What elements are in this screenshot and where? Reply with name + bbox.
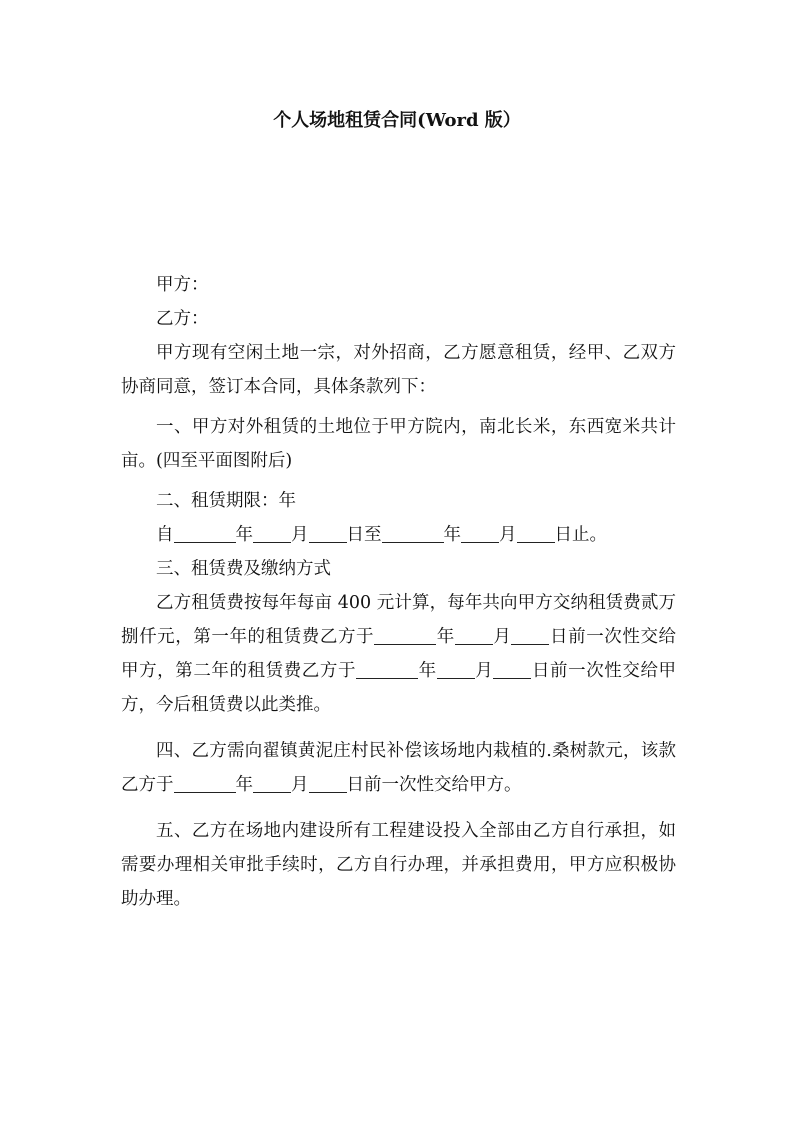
clause-4-text: 四、乙方需向翟镇黄泥庄村民补偿该场地内栽植的.桑树款元，该款乙方于 bbox=[121, 741, 676, 795]
end-month-blank bbox=[461, 522, 499, 543]
party-b-line: 乙方： bbox=[156, 309, 209, 329]
period-day-to: 日至 bbox=[346, 525, 382, 545]
document-body bbox=[121, 268, 676, 922]
fee-year-2: 年 bbox=[418, 661, 437, 681]
fee-paragraph bbox=[121, 586, 676, 722]
clause-4-month-blank bbox=[253, 772, 291, 793]
clause-1: 一、甲方对外租赁的土地位于甲方院内，南北长米，东西宽米共计亩。(四至平面图附后) bbox=[121, 417, 676, 471]
clause-4-year: 年 bbox=[235, 775, 253, 795]
start-month-blank bbox=[253, 522, 291, 543]
intro-paragraph: 甲方现有空闲土地一宗，对外招商，乙方愿意租赁，经甲、乙双方协商同意，签订本合同，具体条款列下： bbox=[121, 343, 676, 397]
fee-month-blank-1 bbox=[455, 624, 493, 645]
clause-4 bbox=[121, 734, 676, 802]
lease-period-line bbox=[121, 518, 676, 552]
document-title: 个人场地租赁合同(Word 版） bbox=[273, 110, 521, 131]
clause-3-title: 三、租赁费及缴纳方式 bbox=[156, 559, 331, 579]
fee-year-blank-2 bbox=[356, 658, 418, 679]
period-year-2: 年 bbox=[443, 525, 461, 545]
party-a-line: 甲方： bbox=[156, 275, 209, 295]
fee-month-2: 月 bbox=[474, 661, 494, 681]
clause-5: 五、乙方在场地内建设所有工程建设投入全部由乙方自行承担，如需要办理相关审批手续时，乙方自行办理，并承担费用，甲方应积极协助办理。 bbox=[121, 821, 676, 909]
fee-day-blank-1 bbox=[511, 624, 549, 645]
fee-year-blank-1 bbox=[374, 624, 436, 645]
start-day-blank bbox=[309, 522, 347, 543]
fee-year-1: 年 bbox=[436, 627, 455, 647]
fee-day-blank-2 bbox=[493, 658, 531, 679]
end-year-blank bbox=[382, 522, 444, 543]
fee-text-3: 日前一次性交给甲方，今后租赁费以此类推。 bbox=[121, 661, 677, 715]
fee-month-blank-2 bbox=[437, 658, 475, 679]
fee-month-1: 月 bbox=[492, 627, 512, 647]
fee-text-2: 日前一次性交给甲方，第二年的租赁费乙方于 bbox=[121, 627, 677, 681]
clause-4-month: 月 bbox=[291, 775, 309, 795]
period-year-1: 年 bbox=[235, 525, 253, 545]
period-from: 自 bbox=[156, 525, 174, 545]
period-month-1: 月 bbox=[291, 525, 309, 545]
clause-2-title: 二、租赁期限：年 bbox=[156, 491, 296, 511]
start-year-blank bbox=[174, 522, 236, 543]
end-day-blank bbox=[517, 522, 555, 543]
period-day-end: 日止。 bbox=[554, 525, 607, 545]
period-month-2: 月 bbox=[499, 525, 517, 545]
fee-text-1: 乙方租赁费按每年每亩 400 元计算，每年共向甲方交纳租赁费贰万捌仟元，第一年的租赁费乙方于 bbox=[121, 593, 676, 647]
clause-4-day-blank bbox=[309, 772, 347, 793]
clause-4-end: 日前一次性交给甲方。 bbox=[346, 775, 522, 795]
clause-4-year-blank bbox=[174, 772, 236, 793]
